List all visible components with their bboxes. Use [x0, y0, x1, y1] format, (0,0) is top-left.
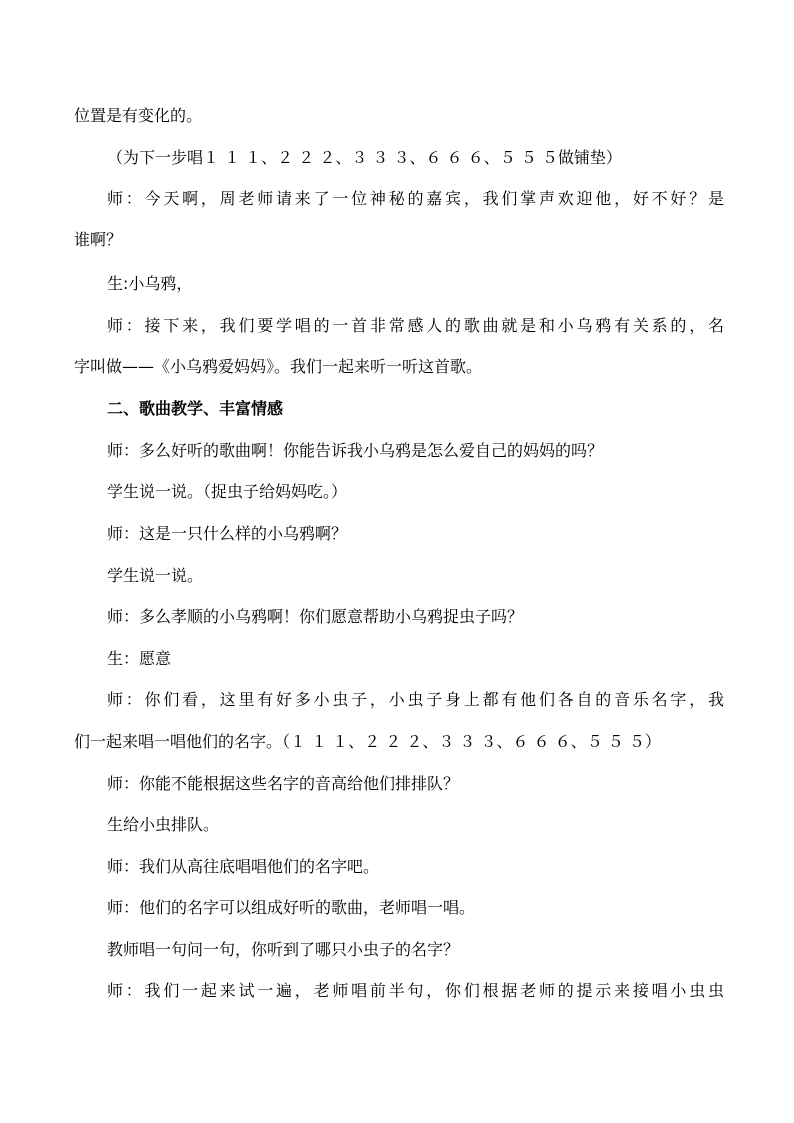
paragraph-line: （为下一步唱１ １ １、２ ２ ２、３ ３ ３、６ ６ ６、５ ５ ５做铺垫） — [107, 148, 622, 167]
section-heading: 二、歌曲教学、丰富情感 — [107, 399, 284, 418]
paragraph-line: 师：我们一起来试一遍，老师唱前半句，你们根据老师的提示来接唱小虫虫 — [107, 981, 724, 1000]
paragraph-line: 学生说一说。（捉虫子给妈妈吃。） — [107, 482, 348, 501]
paragraph-line: 教师唱一句问一句，你听到了哪只小虫子的名字？ — [107, 940, 460, 959]
paragraph-line: 学生说一说。 — [107, 566, 204, 585]
paragraph-line: 师：他们的名字可以组成好听的歌曲，老师唱一唱。 — [107, 898, 476, 917]
paragraph-line: 师：你能不能根据这些名字的音高给他们排排队？ — [107, 774, 460, 793]
paragraph-line: 师：我们从高往底唱唱他们的名字吧。 — [107, 857, 380, 876]
paragraph-line: 位置是有变化的。 — [74, 106, 203, 125]
paragraph-line: 们一起来唱一唱他们的名字。（１ １ １、２ ２ ２、３ ３ ３、６ ６ ６、５ ５ ５） — [74, 732, 661, 751]
paragraph-line: 师：这是一只什么样的小乌鸦啊？ — [107, 524, 348, 543]
paragraph-line: 师：今天啊，周老师请来了一位神秘的嘉宾，我们掌声欢迎他，好不好？是 — [107, 189, 724, 208]
paragraph-line: 师：多么孝顺的小乌鸦啊！你们愿意帮助小乌鸦捉虫子吗？ — [107, 607, 524, 626]
paragraph-line: 字叫做——《小乌鸦爱妈妈》。我们一起来听一听这首歌。 — [74, 357, 483, 376]
paragraph-line: 师：接下来，我们要学唱的一首非常感人的歌曲就是和小乌鸦有关系的，名 — [107, 316, 724, 335]
paragraph-line: 谁啊？ — [74, 230, 123, 249]
paragraph-line: 生:小乌鸦， — [107, 274, 193, 293]
paragraph-line: 生：愿意 — [107, 649, 172, 668]
paragraph-line: 师：多么好听的歌曲啊！你能告诉我小乌鸦是怎么爱自己的妈妈的吗？ — [107, 441, 604, 460]
paragraph-line: 师：你们看，这里有好多小虫子，小虫子身上都有他们各自的音乐名字，我 — [107, 690, 724, 709]
paragraph-line: 生给小虫排队。 — [107, 815, 220, 834]
